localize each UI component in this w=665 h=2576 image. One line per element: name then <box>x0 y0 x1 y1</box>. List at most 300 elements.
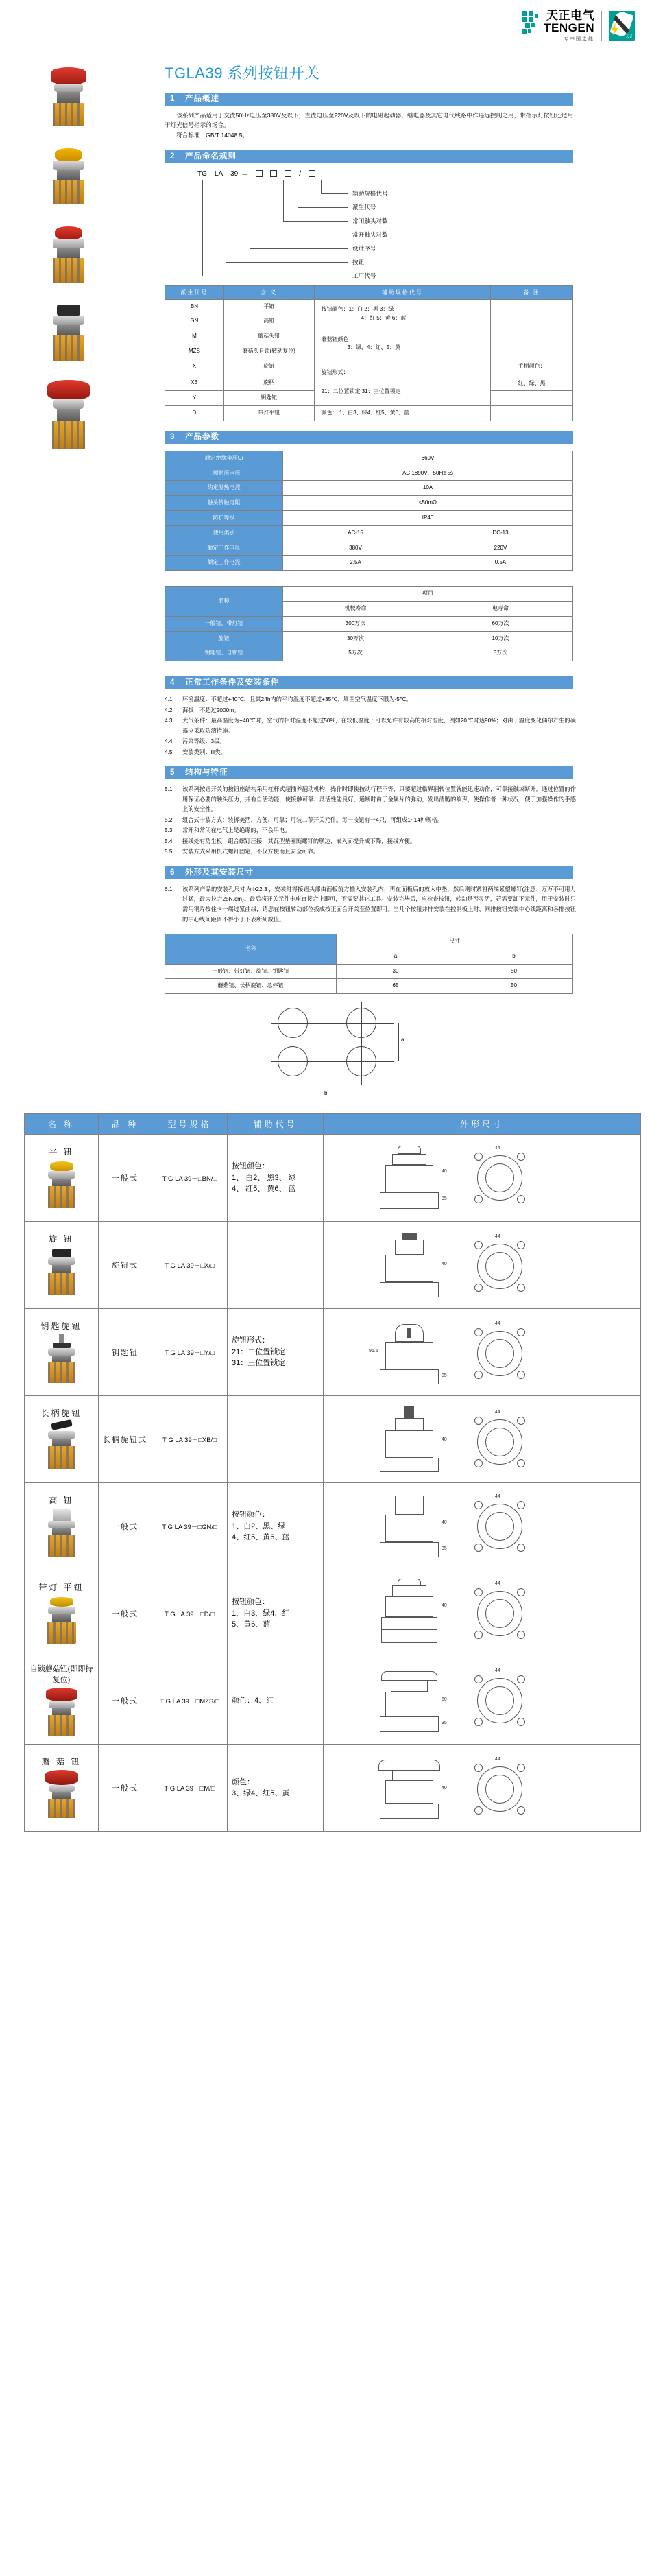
product-dims-knob <box>324 1222 641 1309</box>
code-slash: / <box>299 169 302 178</box>
mount-col-a: a <box>337 949 455 964</box>
param-value-ip: IP40 <box>283 511 573 526</box>
product-model-mzs: T G LA 39－□MZS/□ <box>152 1657 228 1745</box>
code-part-39: 39 <box>230 169 239 178</box>
product-thumbnail-mushroom <box>40 1770 84 1821</box>
section-1-para-1: 该系列产品适用于交流50Hz电压至380V及以下，直流电压至220V及以下的电磁起动器、继电器及其它电气线路中作遥远控制之用，带指示灯按钮还适用于灯光信号指示的场合。 <box>165 112 573 129</box>
cell-aux-button-color <box>314 299 491 329</box>
table-row <box>165 496 573 511</box>
section-1-body <box>165 110 573 141</box>
table-row <box>165 964 573 979</box>
life-elec-knob: 10万次 <box>428 631 573 646</box>
table-row <box>165 979 573 994</box>
section-3-number: 3 <box>170 432 176 441</box>
list-item <box>165 694 576 705</box>
cell-meaning-gn: 高钮 <box>223 314 314 329</box>
table-row <box>165 525 573 541</box>
th-meaning: 含 义 <box>223 285 314 299</box>
param-label-ui: 额定绝缘电压Ui <box>165 451 283 466</box>
leader-v-tg <box>202 180 203 276</box>
item-text: 接线处有防尘板，组合螺钉压接，其瓦型垫圈随螺钉的联边、嵌入而提升成下降，接线方便。 <box>182 837 416 844</box>
product-model-mushroom: T G LA 39－□M/□ <box>152 1745 228 1832</box>
dim-value: 40 <box>442 1603 447 1609</box>
naming-label-no: 常开触头对数 <box>352 231 388 238</box>
param-value-withstand: AC 1890V，50Hz 5s <box>283 466 573 481</box>
life-col-group: 项目 <box>283 587 573 602</box>
product-thumbnail-key <box>40 1334 84 1385</box>
cell-code-x: X <box>165 359 224 375</box>
dim-value: 96.5 <box>369 1349 378 1354</box>
table-row <box>25 1396 641 1483</box>
param-label-ue: 额定工作电压 <box>165 541 283 556</box>
th-product-aux: 辅助代号 <box>228 1114 324 1135</box>
service-life-table <box>165 586 573 661</box>
product-thumbnail-flat <box>40 1160 84 1211</box>
product-dims-mzs <box>324 1657 641 1745</box>
page-title: TGLA39 系列按钮开关 <box>165 64 320 82</box>
table-row <box>25 1657 641 1745</box>
naming-label-nc: 常闭触头对数 <box>352 217 388 224</box>
table-header-row <box>165 587 573 602</box>
life-name-knob: 旋钮 <box>165 631 283 646</box>
mount-a-mushroom: 65 <box>337 979 455 994</box>
table-row <box>25 1135 641 1222</box>
product-aux-lamp <box>228 1570 324 1657</box>
mount-b-mushroom: 50 <box>455 979 573 994</box>
th-note: 备 注 <box>491 285 573 299</box>
cell-code-gn: GN <box>165 314 224 329</box>
table-row <box>165 556 573 571</box>
item-text: 该系列按钮开关的按钮座结构采用杠杆式超插养翻动机构，操作时即使按动行程不等，只要超过临界翻转位置就能迅速动作，可靠接触或断开。通过位置的作用保证必要的触头压力，并有自活动能，使接触可靠、灵活性能良好，通断时由于金属片的弹动，发出清脆的响声，使操作者一种状况，便于加强操作的手感上的安全性。 <box>182 785 576 813</box>
life-mech-knob: 30万次 <box>283 631 428 646</box>
product-kind-longknob: 长柄旋钮式 <box>99 1396 152 1483</box>
item-number: 4.4 <box>165 737 173 745</box>
product-photo-flat-yellow <box>32 144 106 215</box>
section-3-title: 产品参数 <box>185 432 219 441</box>
param-label-ie: 额定工作电流 <box>165 556 283 571</box>
param-label-ip: 防护等级 <box>165 511 283 526</box>
aux-line: 按钮颜色： <box>232 1598 269 1607</box>
dim-value: 40 <box>442 1437 447 1443</box>
mount-name-mushroom: 蘑菇钮、长柄旋钮、急停钮 <box>165 979 337 994</box>
item-number: 4.2 <box>165 706 173 713</box>
code-box-4 <box>309 170 315 177</box>
product-model-flat: T G LA 39－□BN/□ <box>152 1135 228 1222</box>
note-handle-line1: 手柄颜色： <box>518 362 546 369</box>
aux-mush-line1: 蘑菇钮颜色： <box>321 335 354 342</box>
dim-value: 44 <box>495 1321 500 1327</box>
section-1-number: 1 <box>170 95 176 103</box>
naming-label-button: 按钮 <box>352 258 365 265</box>
outline-drawing-mushroom <box>326 1747 638 1828</box>
product-photo-column <box>32 66 114 466</box>
item-number: 5.3 <box>165 827 173 834</box>
brand-name-en: TENGEN <box>544 21 594 34</box>
product-name-label: 钥匙旋钮 <box>40 1321 82 1331</box>
logo-dots-icon <box>522 11 540 34</box>
dim-value: 44 <box>495 1410 500 1415</box>
table-row <box>165 541 573 556</box>
section-6-title: 外形及其安装尺寸 <box>185 868 254 877</box>
aux-line: 4、红5、黄6、蓝 <box>232 1533 290 1542</box>
param-value-category-dc: DC-13 <box>428 525 573 541</box>
item-text: 安装类别：Ⅲ类。 <box>182 748 226 755</box>
cell-note-d <box>491 406 573 421</box>
mount-col-b: b <box>455 949 573 964</box>
table-header-row <box>165 934 573 949</box>
leader-v-b4 <box>321 180 322 193</box>
cell-aux-mushroom-color <box>314 329 491 359</box>
list-item <box>165 825 576 836</box>
item-number: 5.5 <box>165 848 173 855</box>
product-aux-mzs <box>228 1657 324 1745</box>
product-aux-mushroom <box>228 1745 324 1832</box>
product-specification-table <box>24 1113 641 1832</box>
cell-meaning-x: 旋钮 <box>223 359 314 375</box>
item-text: 污染等级：3级。 <box>182 737 226 745</box>
cell-meaning-bn: 平钮 <box>223 299 314 314</box>
th-product-kind: 品 种 <box>99 1114 152 1135</box>
aux-line: 旋钮形式： <box>232 1336 269 1345</box>
product-name-label: 蘑 菇 钮 <box>41 1756 82 1766</box>
param-label-thermal: 约定发热电流 <box>165 481 283 496</box>
item-number: 5.4 <box>165 837 173 844</box>
cell-code-d: D <box>165 406 224 421</box>
outline-drawing-high <box>326 1486 638 1567</box>
item-number: 4.1 <box>165 696 173 703</box>
naming-label-derive: 派生代号 <box>352 203 376 211</box>
naming-code-table <box>165 285 573 421</box>
product-dims-lamp <box>324 1570 641 1657</box>
table-row <box>165 329 573 344</box>
list-item <box>165 747 576 757</box>
life-col-name: 名称 <box>165 587 283 617</box>
product-row-name-flat <box>25 1135 99 1222</box>
item-number: 5.2 <box>165 816 173 823</box>
aux-line: 3、绿4、红5、黄 <box>232 1789 290 1798</box>
model-code-row <box>197 169 315 179</box>
table-row <box>165 616 573 631</box>
section-header-2 <box>165 150 573 163</box>
product-name-label: 自锁蘑菇钮(即即持复位) <box>29 1665 93 1685</box>
product-kind-key: 钥匙钮 <box>99 1309 152 1396</box>
centerline-h-top <box>271 1023 394 1024</box>
param-label-withstand: 工频耐压电压 <box>165 466 283 481</box>
param-label-category: 使用类别 <box>165 525 283 541</box>
product-kind-high: 一般式 <box>99 1483 152 1570</box>
item-text: 海拔：不超过2000m。 <box>182 706 240 713</box>
product-dims-mushroom <box>324 1745 641 1832</box>
item-number: 4.5 <box>165 748 173 755</box>
product-row-name-high <box>25 1483 99 1570</box>
list-item <box>165 784 576 814</box>
product-name-label: 长柄旋钮 <box>40 1408 82 1418</box>
section-2-title: 产品命名规则 <box>185 152 237 161</box>
product-kind-mushroom: 一般式 <box>99 1745 152 1832</box>
naming-label-factory: 工厂代号 <box>352 272 376 279</box>
leader-v-b2 <box>283 180 284 221</box>
product-name-label: 高 钮 <box>49 1495 74 1505</box>
table-row <box>165 359 573 375</box>
param-value-ie-ac: 2.5A <box>283 556 428 571</box>
product-row-name-mushroom <box>25 1745 99 1832</box>
badge-label: 天正 <box>625 34 633 39</box>
product-row-name-knob <box>25 1222 99 1309</box>
life-name-key: 钥匙钮、自锁钮 <box>165 646 283 661</box>
product-thumbnail-high <box>40 1509 84 1559</box>
note-handle-line2: 红、绿、黑 <box>518 379 546 386</box>
dim-value: 60 <box>442 1697 447 1703</box>
item-text: 大气条件：最高温度为+40℃时，空气的相对湿度不超过50%，在较低温度下可以允许有较高的相对湿度，例如20℃时达90%；对由于温度变化偶尔产生的凝露应采取防滴措施。 <box>182 717 576 734</box>
item-number: 6.1 <box>165 885 173 893</box>
item-text: 安装方式采用机式螺钉固定，不仅方便而且安全可靠。 <box>182 848 319 855</box>
outline-drawing-flat <box>326 1137 638 1218</box>
table-row <box>25 1222 641 1309</box>
cell-code-y: Y <box>165 391 224 406</box>
product-thumbnail-longknob <box>40 1421 84 1472</box>
param-value-ui: 660V <box>283 451 573 466</box>
list-item <box>165 847 576 857</box>
leader-h-nc <box>283 221 348 222</box>
cell-aux-knob-form <box>314 359 491 405</box>
section-1-title: 产品概述 <box>185 95 219 103</box>
list-item <box>165 705 576 716</box>
aux-line: 颜色： <box>232 1777 254 1786</box>
aux-line: 1、白2、黑、绿 <box>232 1522 286 1531</box>
cell-note-bn <box>491 299 573 314</box>
mount-col-name: 名称 <box>165 934 337 965</box>
dim-a-line <box>398 1023 399 1061</box>
section-2-number: 2 <box>170 152 176 161</box>
leader-h-design <box>250 248 348 249</box>
brand-logo <box>522 10 635 43</box>
cell-note-mzs <box>491 344 573 359</box>
item-text: 该系列产品的安装孔尺寸为Φ22.3 ，安装时将接钮头部由面板前方插入安装孔内，再在面板后的放入中垫，然后则时紧将两端紧望螺钉(注意：万万不可用力过猛，最大拉力25N.cm)。最后将开关元件卡座直接合上即可，不需要其它工具。安装完毕后，应检查按钮，转动是否灵活，若需要卸下元件，用于安装时只需用铜片按住卡一端过紧曲线，请您在按钮转动部位扳成按正面合开关至位置即可。当几个按钮并排安装在控制板上时，同排按钮安装中心线距离和各排按钮的中心线间距离不得小于下表所列数值。 <box>182 885 576 923</box>
product-model-lamp: T G LA 39－□D/□ <box>152 1570 228 1657</box>
product-aux-longknob <box>228 1396 324 1483</box>
aux-line: 按钮颜色： <box>232 1162 269 1171</box>
aux-btn-color-line2: 4：红 5：黄 6：蓝 <box>361 314 407 321</box>
table-row <box>165 451 573 466</box>
item-number: 5.1 <box>165 785 173 793</box>
item-text: 环境温度：不超过+40℃，且其24h内的平均温度不超过+35℃，周围空气温度下限为-5℃。 <box>182 696 412 703</box>
th-product-name: 名 称 <box>25 1114 99 1135</box>
code-part-la: LA <box>214 169 223 178</box>
product-name-label: 旋 钮 <box>49 1233 74 1244</box>
dim-a-label: a <box>401 1037 404 1043</box>
mount-name-general: 一般钮、带灯钮、旋钮、钥匙钮 <box>165 964 337 979</box>
cell-meaning-y: 钥匙钮 <box>223 391 314 406</box>
list-item <box>165 716 576 735</box>
section-4-title: 正常工作条件及安装条件 <box>185 678 280 687</box>
life-elec-general: 60万次 <box>428 616 573 631</box>
life-name-general: 一般钮、带灯钮 <box>165 616 283 631</box>
aux-knob-line1: 旋钮形式： <box>321 368 349 375</box>
product-name-label: 平 钮 <box>49 1146 74 1157</box>
dim-value: 40 <box>442 1169 447 1174</box>
table-row <box>25 1570 641 1657</box>
cell-note-m <box>491 329 573 344</box>
product-row-name-lamp <box>25 1570 99 1657</box>
item-text: 常开和常闭在电气上是绝缘的，不会串电。 <box>182 827 291 834</box>
product-aux-flat <box>228 1135 324 1222</box>
product-dims-key <box>324 1309 641 1396</box>
mount-a-general: 30 <box>337 964 455 979</box>
leader-h-aux <box>321 193 348 194</box>
product-kind-flat: 一般式 <box>99 1135 152 1222</box>
product-photo-mushroom-red <box>32 66 106 137</box>
life-col-mechanical: 机械寿命 <box>283 602 428 617</box>
table-row <box>25 1309 641 1396</box>
param-value-ie-dc: 0.5A <box>428 556 573 571</box>
product-model-knob: T G LA 39－□X/□ <box>152 1222 228 1309</box>
section-header-6 <box>165 866 573 879</box>
dim-value: 35 <box>442 1721 447 1726</box>
dim-value: 40 <box>442 1262 447 1267</box>
aux-knob-line2: 21：二位置锁定 31：三位置锁定 <box>321 388 401 395</box>
dim-value: 44 <box>495 1757 500 1762</box>
aux-btn-color-line1: 按钮颜色：1：白 2：黑 3：绿 <box>321 306 394 313</box>
product-kind-lamp: 一般式 <box>99 1570 152 1657</box>
mount-b-general: 50 <box>455 964 573 979</box>
dim-value: 40 <box>442 1520 447 1526</box>
item-text: 组合式卡装方式：装拆美活，方便、可靠；可装二节开关元件。每一按钮有一4只，可组成1~14种规格。 <box>182 816 444 823</box>
product-aux-knob <box>228 1222 324 1309</box>
section-header-5 <box>165 766 573 779</box>
code-box-3 <box>285 170 291 177</box>
product-kind-mzs: 一般式 <box>99 1657 152 1745</box>
aux-line: 1、 白2、 黑3、 绿 <box>232 1173 296 1182</box>
table-row <box>165 646 573 661</box>
aux-line: 31：三位置锁定 <box>232 1359 286 1368</box>
page-header <box>0 0 665 49</box>
product-parameters-table <box>165 451 573 571</box>
dim-value: 44 <box>495 1668 500 1674</box>
product-dims-flat <box>324 1135 641 1222</box>
section-header-1 <box>165 93 573 106</box>
cell-note-y <box>491 391 573 406</box>
table-row <box>165 511 573 526</box>
param-value-category-ac: AC-15 <box>283 525 428 541</box>
product-model-longknob: T G LA 39－□XB/□ <box>152 1396 228 1483</box>
dim-value: 40 <box>442 1786 447 1791</box>
outline-drawing-longknob <box>326 1399 638 1480</box>
brand-badge-icon <box>609 11 635 41</box>
product-thumbnail-lamp <box>40 1596 84 1646</box>
dim-value: 35 <box>442 1373 447 1379</box>
cell-code-mzs: MZS <box>165 344 224 359</box>
life-elec-key: 5万次 <box>428 646 573 661</box>
product-thumbnail-mzs <box>40 1688 84 1738</box>
product-photo-mushroom-big <box>32 379 106 460</box>
cell-aux-lamp-color: 颜色： 1、白3、绿4、红5、黄6、蓝 <box>314 406 491 421</box>
life-col-electrical: 电寿命 <box>428 602 573 617</box>
cell-meaning-mzs: 蘑菇头自锁(转动复位) <box>223 344 314 359</box>
model-naming-diagram <box>165 169 576 285</box>
aux-line: 按钮颜色： <box>232 1511 269 1520</box>
naming-label-aux: 辅助规格代号 <box>352 189 388 197</box>
cell-code-m: M <box>165 329 224 344</box>
aux-line: 5、黄6、蓝 <box>232 1620 271 1629</box>
brand-slogan: 专中国之能 <box>564 36 594 42</box>
outline-drawing-lamp <box>326 1573 638 1654</box>
aux-line: 颜色：4、红 <box>232 1696 274 1705</box>
param-value-resistance: ≤50mΩ <box>283 496 573 511</box>
aux-line: 1、白3、绿4、红 <box>232 1609 290 1618</box>
th-aux-code: 辅助规格代号 <box>314 285 491 299</box>
list-item <box>165 815 576 825</box>
cell-note-handle-color <box>491 359 573 391</box>
product-model-key: T G LA 39－□Y/□ <box>152 1309 228 1396</box>
leader-h-derive <box>298 207 348 208</box>
dim-value: 35 <box>442 1196 447 1202</box>
product-name-label: 带灯 平钮 <box>38 1582 84 1592</box>
dim-value: 44 <box>495 1234 500 1240</box>
section-4-number: 4 <box>170 678 176 687</box>
leader-h-button <box>226 262 348 263</box>
section-5-list <box>165 784 576 857</box>
cell-code-xb: XB <box>165 375 224 391</box>
table-row <box>165 481 573 496</box>
dim-value: 35 <box>442 1546 447 1552</box>
table-row <box>165 406 573 421</box>
product-kind-knob: 旋钮式 <box>99 1222 152 1309</box>
table-row <box>165 466 573 481</box>
life-mech-general: 300万次 <box>283 616 428 631</box>
outline-drawing-knob <box>326 1225 638 1305</box>
cell-meaning-xb: 旋柄 <box>223 375 314 391</box>
code-box-1 <box>256 170 263 177</box>
th-derive-code: 派生代号 <box>165 285 224 299</box>
mounting-distance-table <box>165 934 573 994</box>
product-row-name-key <box>25 1309 99 1396</box>
mount-col-dimension: 尺寸 <box>337 934 573 949</box>
section-4-list <box>165 694 576 757</box>
table-row <box>25 1745 641 1832</box>
cell-code-bn: BN <box>165 299 224 314</box>
dim-value: 44 <box>495 1494 500 1500</box>
param-label-resistance: 触头接触电阻 <box>165 496 283 511</box>
item-number: 4.3 <box>165 717 173 724</box>
list-item <box>165 884 576 924</box>
life-mech-key: 5万次 <box>283 646 428 661</box>
brand-name-cn: 天正电气 <box>546 9 594 22</box>
product-dims-longknob <box>324 1396 641 1483</box>
aux-mush-line2: 3：绿、4：红、5：黄 <box>347 344 400 351</box>
list-item <box>165 836 576 847</box>
table-row <box>165 631 573 646</box>
section-1-para-2: 符合标准：GB/T 14048.5。 <box>176 132 249 139</box>
param-value-ue-dc: 220V <box>428 541 573 556</box>
list-item <box>165 736 576 746</box>
cell-note-gn <box>491 314 573 329</box>
code-dash: － <box>241 171 249 179</box>
section-6-number: 6 <box>170 868 176 877</box>
th-product-model: 型号规格 <box>152 1114 228 1135</box>
product-photo-knob-black <box>32 300 106 372</box>
table-row <box>25 1483 641 1570</box>
dim-value: 44 <box>495 1146 500 1151</box>
section-5-number: 5 <box>170 768 176 777</box>
aux-line: 4、 红5、 黄6、 蓝 <box>232 1185 296 1194</box>
product-aux-key <box>228 1309 324 1396</box>
code-part-tg: TG <box>197 169 207 178</box>
product-row-name-mzs <box>25 1657 99 1745</box>
outline-drawing-key <box>326 1312 638 1393</box>
mounting-layout-figure <box>230 1001 435 1097</box>
section-header-4 <box>165 676 573 689</box>
product-model-high: T G LA 39－□GN/□ <box>152 1483 228 1570</box>
